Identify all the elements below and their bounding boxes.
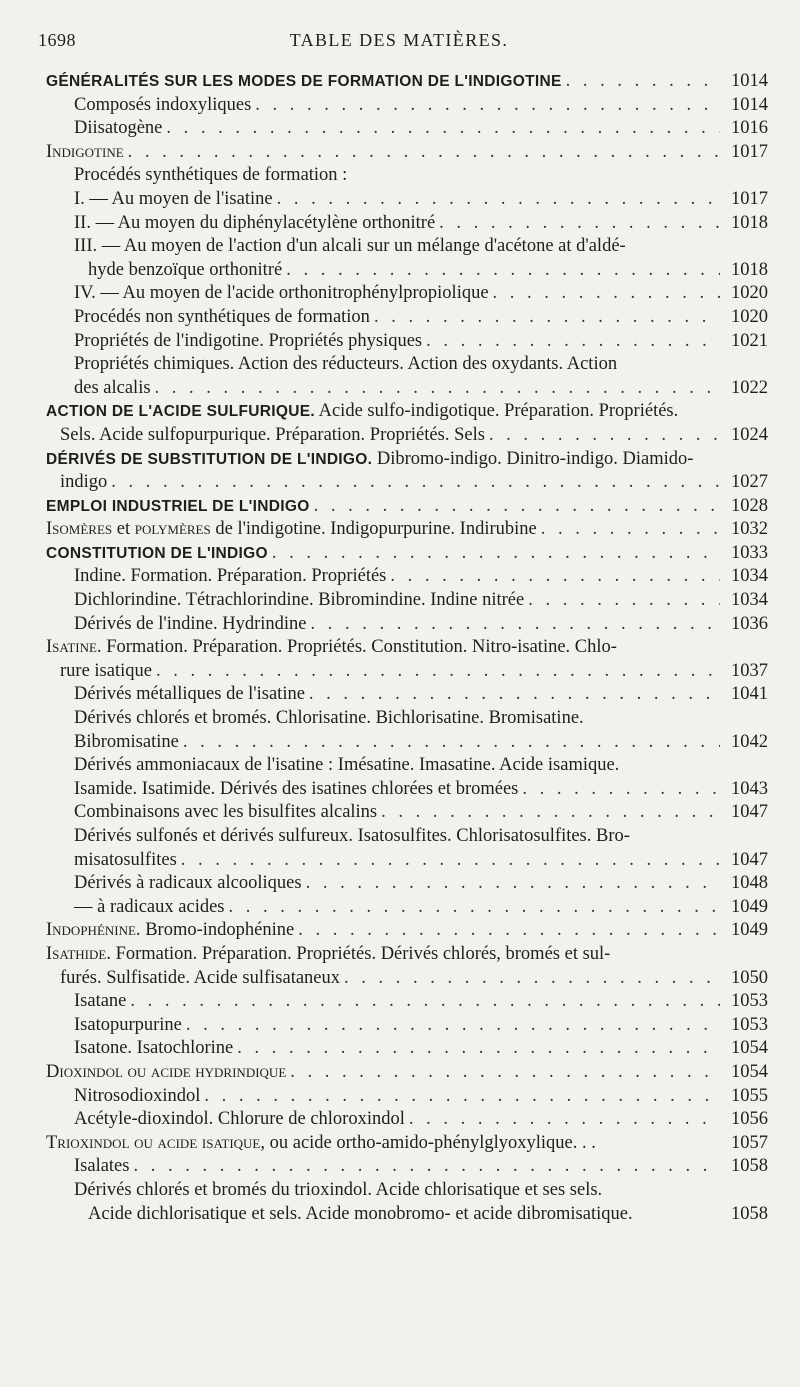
dot-leader — [566, 70, 720, 94]
toc-entry: Diisatogène . . . 1016 — [46, 117, 768, 141]
dot-leader — [255, 94, 720, 118]
page-ref: 1041 — [731, 684, 768, 705]
page-ref: 1021 — [731, 330, 768, 351]
dot-leader — [290, 1061, 720, 1085]
page-ref: 1053 — [731, 991, 768, 1012]
page-ref: 1020 — [731, 306, 768, 327]
toc-entry: des alcalis . . . 1022 — [46, 377, 768, 401]
dot-leader — [181, 849, 720, 873]
dot-leader — [111, 471, 720, 495]
page-ref: 1020 — [731, 283, 768, 304]
toc-entry: Dérivés métalliques de l'isatine . . . 1041 — [46, 683, 768, 707]
page-ref: 1056 — [731, 1109, 768, 1130]
toc-entry: furés. Sulfisatide. Acide sulfisataneux . . . 1050 — [46, 967, 768, 991]
toc-entry: Procédés non synthétiques de formation . . . 1020 — [46, 306, 768, 330]
toc-entry: Acétyle-dioxindol. Chlorure de chloroxindol . . . 1056 — [46, 1108, 768, 1132]
toc-entry: Dérivés chlorés et bromés du trioxindol. Acide chlorisatique et ses sels. — [74, 1179, 603, 1200]
dot-leader — [381, 801, 720, 825]
page-ref: 1057 — [731, 1132, 768, 1153]
dot-leader — [155, 377, 720, 401]
toc-entry: EMPLOI INDUSTRIEL DE L'INDIGO . . . 1028 — [46, 495, 768, 519]
page-ref: 1027 — [731, 472, 768, 493]
toc-entry: Propriétés de l'indigotine. Propriétés physiques . . . 1021 — [46, 330, 768, 354]
dot-leader — [298, 919, 720, 943]
page-header — [38, 30, 760, 58]
dot-leader — [306, 872, 720, 896]
page-ref: 1032 — [731, 519, 768, 540]
dot-leader — [204, 1085, 720, 1109]
dot-leader — [272, 542, 720, 566]
dot-leader — [426, 330, 720, 354]
toc-entry: indigo . . . 1027 — [46, 471, 768, 495]
toc-entry: — à radicaux acides . . . 1049 — [46, 896, 768, 920]
toc-entry: II. — Au moyen du diphénylacétylène orthonitré . . . 1018 — [46, 212, 768, 236]
toc-entry: Isomères et polymères de l'indigotine. Indigopurpurine. Indirubine . . . 1032 — [46, 518, 768, 542]
toc-entry: Isatopurpurine . . . 1053 — [46, 1014, 768, 1038]
toc-entry: rure isatique . . . 1037 — [46, 660, 768, 684]
toc-entry: hyde benzoïque orthonitré . . . 1018 — [46, 259, 768, 283]
page-ref: 1036 — [731, 613, 768, 634]
dot-leader — [229, 896, 721, 920]
page-ref: 1018 — [731, 212, 768, 233]
toc-entry: Acide dichlorisatique et sels. Acide monobromo- et acide dibromisatique. 1058 — [46, 1203, 768, 1227]
dot-leader — [186, 1014, 720, 1038]
page-ref: 1014 — [731, 71, 768, 91]
toc-entry: III. — Au moyen de l'action d'un alcali sur un mélange d'acétone at d'aldé- — [74, 236, 626, 257]
page-ref: 1049 — [731, 896, 768, 917]
toc-entry: DÉRIVÉS DE SUBSTITUTION DE L'INDIGO. Dibromo-indigo. Dinitro-indigo. Diamido- — [46, 448, 694, 469]
page-ref: 1058 — [731, 1156, 768, 1177]
page-ref: 1033 — [731, 542, 768, 563]
toc-entry: Indine. Formation. Préparation. Propriétés . . . 1034 — [46, 565, 768, 589]
toc-entry: Dérivés à radicaux alcooliques . . . 1048 — [46, 872, 768, 896]
page-ref: 1028 — [731, 495, 768, 516]
page-ref: 1014 — [731, 94, 768, 115]
dot-leader — [439, 212, 720, 236]
toc-entry: Isatone. Isatochlorine . . . 1054 — [46, 1037, 768, 1061]
toc-entry: Indigotine . . . 1017 — [46, 141, 768, 165]
toc-entry: Isatine. Formation. Préparation. Propriétés. Constitution. Nitro-isatine. Chlo- — [46, 637, 617, 658]
page-ref: 1042 — [731, 731, 768, 752]
page-ref: 1022 — [731, 377, 768, 398]
running-title: TABLE DES MATIÈRES. — [289, 30, 509, 50]
dot-leader — [528, 589, 720, 613]
dot-leader — [166, 117, 720, 141]
page-number: 1698 — [38, 30, 76, 50]
toc-entry: Isathide. Formation. Préparation. Propriétés. Dérivés chlorés, bromés et sul- — [46, 943, 611, 964]
toc-entry: Propriétés chimiques. Action des réducteurs. Action des oxydants. Action — [74, 354, 618, 375]
toc-entry: Isamide. Isatimide. Dérivés des isatines chlorées et bromées . . . 1043 — [46, 778, 768, 802]
dot-leader — [130, 990, 720, 1014]
dot-leader — [374, 306, 720, 330]
toc-entry: Dérivés sulfonés et dérivés sulfureux. Isatosulfites. Chlorisatosulfites. Bro- — [74, 826, 630, 846]
toc-entry: Isatane . . . 1053 — [46, 990, 768, 1014]
toc-entry: misatosulfites . . . 1047 — [46, 849, 768, 873]
page-ref: 1017 — [731, 188, 768, 209]
page-ref: 1055 — [731, 1085, 768, 1106]
toc-entry: I. — Au moyen de l'isatine . . . 1017 — [46, 188, 768, 212]
page-ref: 1017 — [731, 141, 768, 162]
dot-leader — [314, 495, 720, 519]
dot-leader — [286, 259, 720, 283]
toc-entry: Bibromisatine . . . 1042 — [46, 731, 768, 755]
page-ref: 1047 — [731, 849, 768, 870]
table-of-contents — [46, 70, 768, 1226]
toc-entry: Dioxindol ou acide hydrindique . . . 1054 — [46, 1061, 768, 1085]
page-ref: 1034 — [731, 590, 768, 611]
dot-leader — [522, 778, 720, 802]
toc-entry: CONSTITUTION DE L'INDIGO . . . 1033 — [46, 542, 768, 566]
dot-leader — [489, 424, 720, 448]
page-ref: 1053 — [731, 1014, 768, 1035]
dot-leader — [133, 1155, 720, 1179]
toc-entry: Sels. Acide sulfopurpurique. Préparation. Propriétés. Sels . . . 1024 — [46, 424, 768, 448]
dot-leader — [277, 188, 720, 212]
toc-entry: GÉNÉRALITÉS SUR LES MODES DE FORMATION DE L'INDIGOTINE . . . 1014 — [46, 70, 768, 94]
toc-entry: IV. — Au moyen de l'acide orthonitrophénylpropiolique . . . 1020 — [46, 282, 768, 306]
dot-leader — [128, 141, 720, 165]
dot-leader — [237, 1037, 720, 1061]
page-ref: 1043 — [731, 778, 768, 799]
page-ref: 1018 — [731, 259, 768, 280]
toc-entry: Composés indoxyliques . . . 1014 — [46, 94, 768, 118]
dot-leader — [183, 731, 720, 755]
dot-leader — [409, 1108, 720, 1132]
page-ref: 1050 — [731, 967, 768, 988]
page-ref: 1054 — [731, 1061, 768, 1082]
toc-entry: Indophénine. Bromo-indophénine . . . 1049 — [46, 919, 768, 943]
dot-leader — [390, 565, 720, 589]
page-ref: 1024 — [731, 424, 768, 445]
dot-leader — [310, 613, 720, 637]
dot-leader — [541, 518, 720, 542]
page-ref: 1049 — [731, 920, 768, 941]
page-ref: 1058 — [731, 1203, 768, 1224]
page-ref: 1034 — [731, 566, 768, 587]
toc-entry: Dichlorindine. Tétrachlorindine. Bibromindine. Indine nitrée . . . 1034 — [46, 589, 768, 613]
toc-entry: Dérivés de l'indine. Hydrindine . . . 1036 — [46, 613, 768, 637]
toc-entry: Dérivés chlorés et bromés. Chlorisatine. Bichlorisatine. Bromisatine. — [74, 708, 584, 729]
page-ref: 1016 — [731, 118, 768, 139]
toc-entry: Dérivés ammoniacaux de l'isatine : Imésatine. Imasatine. Acide isamique. — [74, 755, 620, 776]
dot-leader — [309, 683, 720, 707]
dot-leader — [344, 967, 720, 991]
page-ref: 1047 — [731, 802, 768, 823]
page-ref: 1037 — [731, 660, 768, 681]
page-ref: 1048 — [731, 873, 768, 894]
toc-entry: Procédés synthétiques de formation : — [74, 165, 348, 186]
toc-entry: Combinaisons avec les bisulfites alcalins . . . 1047 — [46, 801, 768, 825]
page-ref: 1054 — [731, 1038, 768, 1059]
toc-entry: Trioxindol ou acide isatique, ou acide ortho-amido-phénylglyoxylique. . . 1057 — [46, 1132, 768, 1156]
toc-entry: Nitrosodioxindol . . . 1055 — [46, 1085, 768, 1109]
dot-leader — [156, 660, 720, 684]
toc-entry: Isalates . . . 1058 — [46, 1155, 768, 1179]
dot-leader — [493, 282, 720, 306]
toc-entry: ACTION DE L'ACIDE SULFURIQUE. Acide sulfo-indigotique. Préparation. Propriétés. — [46, 401, 679, 422]
